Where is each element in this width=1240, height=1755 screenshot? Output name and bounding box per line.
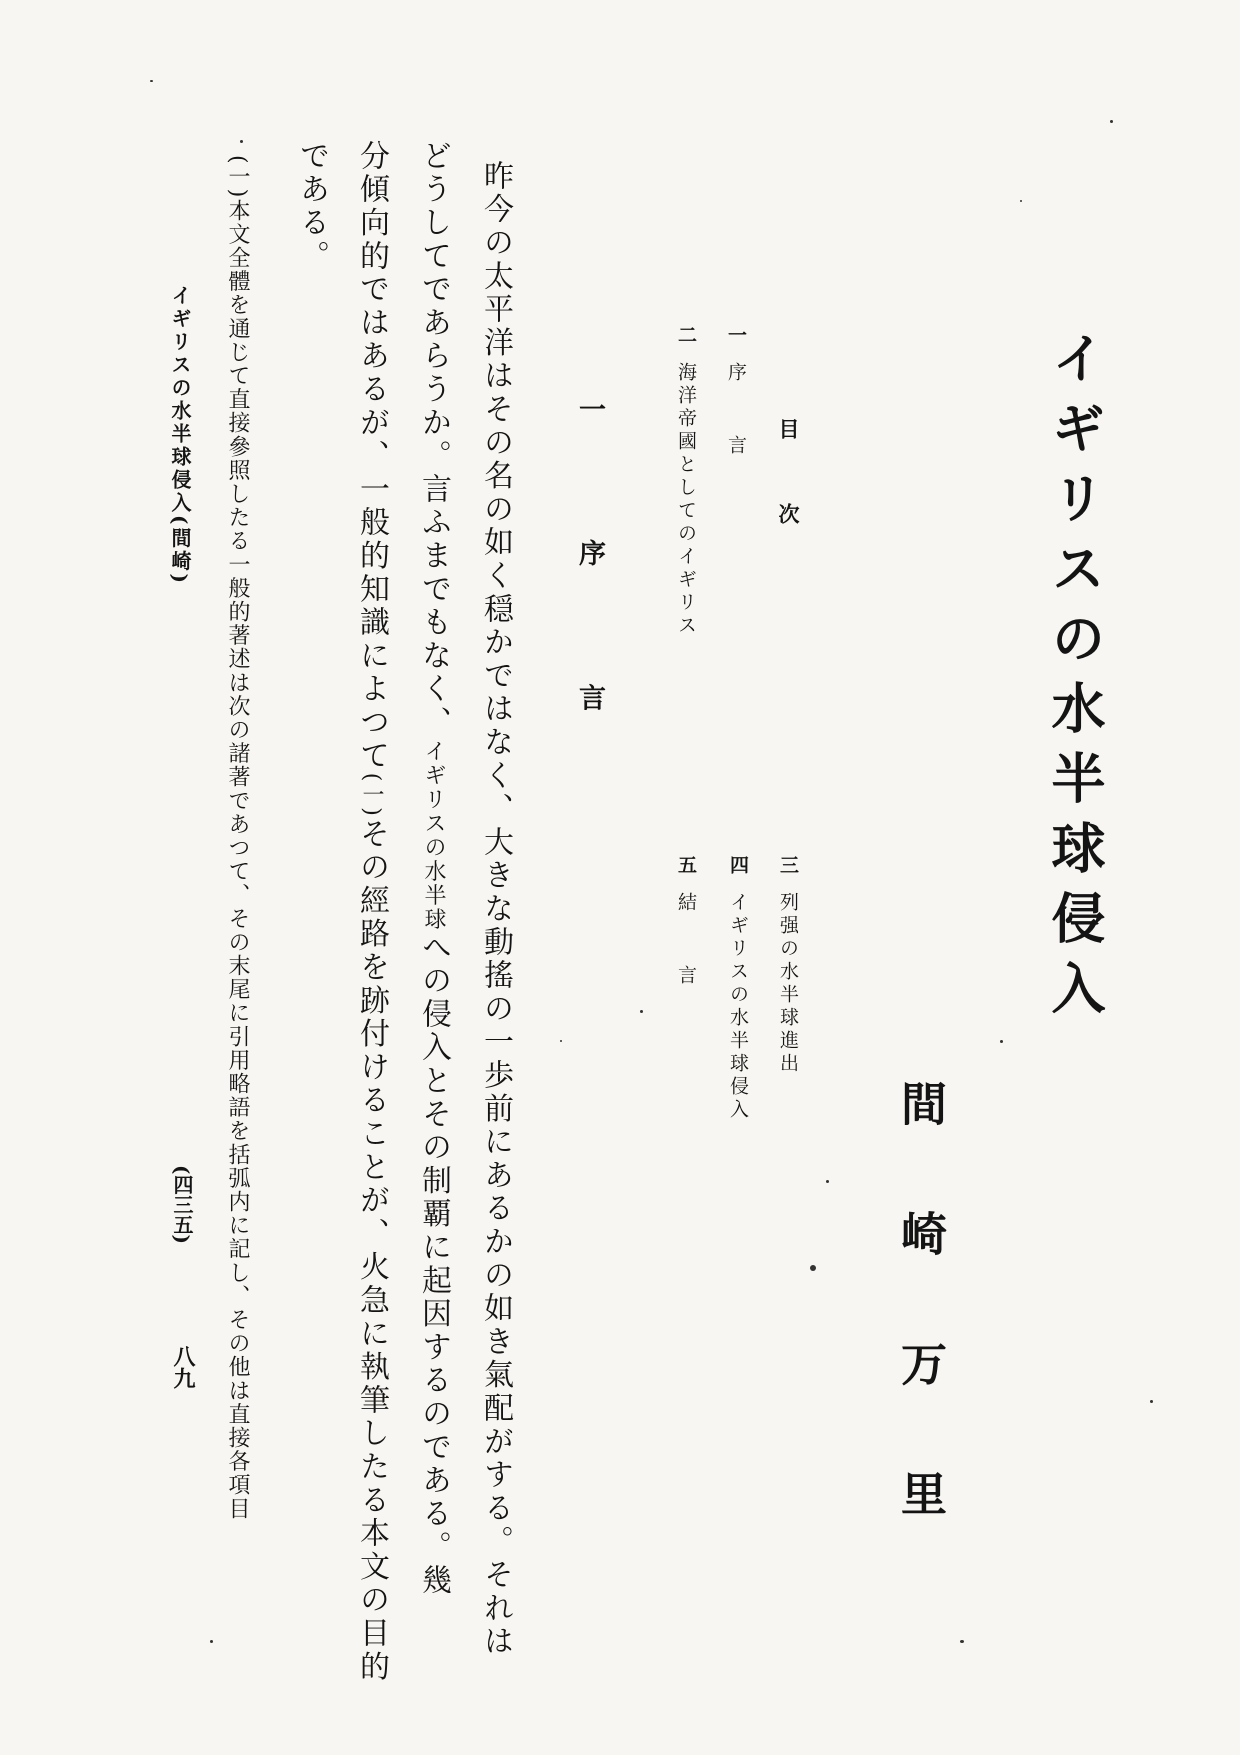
toc-item-number: 四 bbox=[727, 855, 749, 878]
toc-item-number: 三 bbox=[777, 855, 799, 878]
scan-speck bbox=[240, 140, 243, 143]
toc-item-label: イギリスの水半球侵入 bbox=[727, 892, 749, 1122]
scan-speck bbox=[150, 80, 153, 82]
toc-item-1 bbox=[726, 325, 745, 508]
body-line-2 bbox=[416, 140, 451, 1598]
body-line-4: である。 bbox=[294, 140, 329, 274]
section-heading: 一 序 言 bbox=[574, 395, 605, 765]
scan-speck bbox=[560, 1040, 562, 1042]
page-number-inner: (四三五) bbox=[170, 1165, 194, 1244]
body-text: どうしてであらうか。言ふまでもなく、 bbox=[416, 140, 451, 740]
toc-item-label: 列强の水半球進出 bbox=[777, 892, 799, 1076]
scan-speck bbox=[1020, 200, 1022, 202]
author-name: 間崎万里 bbox=[894, 1080, 948, 1600]
toc-item-3 bbox=[778, 855, 797, 1076]
scan-speck bbox=[960, 1640, 964, 1643]
scan-speck bbox=[826, 1180, 829, 1183]
toc-item-number: 一 bbox=[725, 325, 747, 348]
toc-item-5 bbox=[676, 855, 695, 1038]
body-text-small: イギリスの水半球 bbox=[421, 739, 446, 932]
footnote-line-1: (一)本文全體を通じて直接參照したる一般的著述は次の諸著であつて、その末尾に引用略語を括弧内に記し、その他は直接各項目 bbox=[225, 155, 250, 1521]
toc-item-4 bbox=[728, 855, 747, 1122]
body-text: その經路を跡付けることが、火急に執筆したる本文の目的 bbox=[354, 817, 389, 1684]
toc-heading: 目次 bbox=[776, 418, 801, 588]
scan-speck bbox=[1150, 1400, 1153, 1403]
toc-item-label: 結言 bbox=[675, 892, 697, 1038]
article-title: イギリスの水半球侵入 bbox=[1043, 330, 1107, 1030]
running-head: イギリスの水半球侵入(間崎) bbox=[168, 285, 192, 586]
toc-item-number: 二 bbox=[675, 325, 697, 348]
footnote-reference: (一) bbox=[359, 772, 384, 818]
scan-speck bbox=[210, 1640, 213, 1643]
body-text: 分傾向的ではあるが、一般的知識によつて bbox=[354, 140, 389, 773]
scan-speck bbox=[640, 1010, 643, 1013]
toc-item-number: 五 bbox=[675, 855, 697, 878]
scan-speck bbox=[1110, 120, 1113, 123]
toc-item-label: 序言 bbox=[725, 362, 747, 508]
scan-speck bbox=[810, 1265, 816, 1271]
body-text: への侵入とその制覇に起因するのである。幾 bbox=[416, 931, 451, 1598]
toc-item-label: 海洋帝國としてのイギリス bbox=[675, 362, 697, 638]
body-line-3 bbox=[354, 140, 389, 1684]
toc-item-2 bbox=[676, 325, 695, 638]
page-number-outer: 八九 bbox=[170, 1345, 196, 1389]
scan-speck bbox=[1000, 1040, 1003, 1043]
body-line-1: 昨今の太平洋はその名の如く穏かではなく、大きな動搖の一歩前にあるかの如き氣配がする。それは bbox=[478, 160, 513, 1659]
